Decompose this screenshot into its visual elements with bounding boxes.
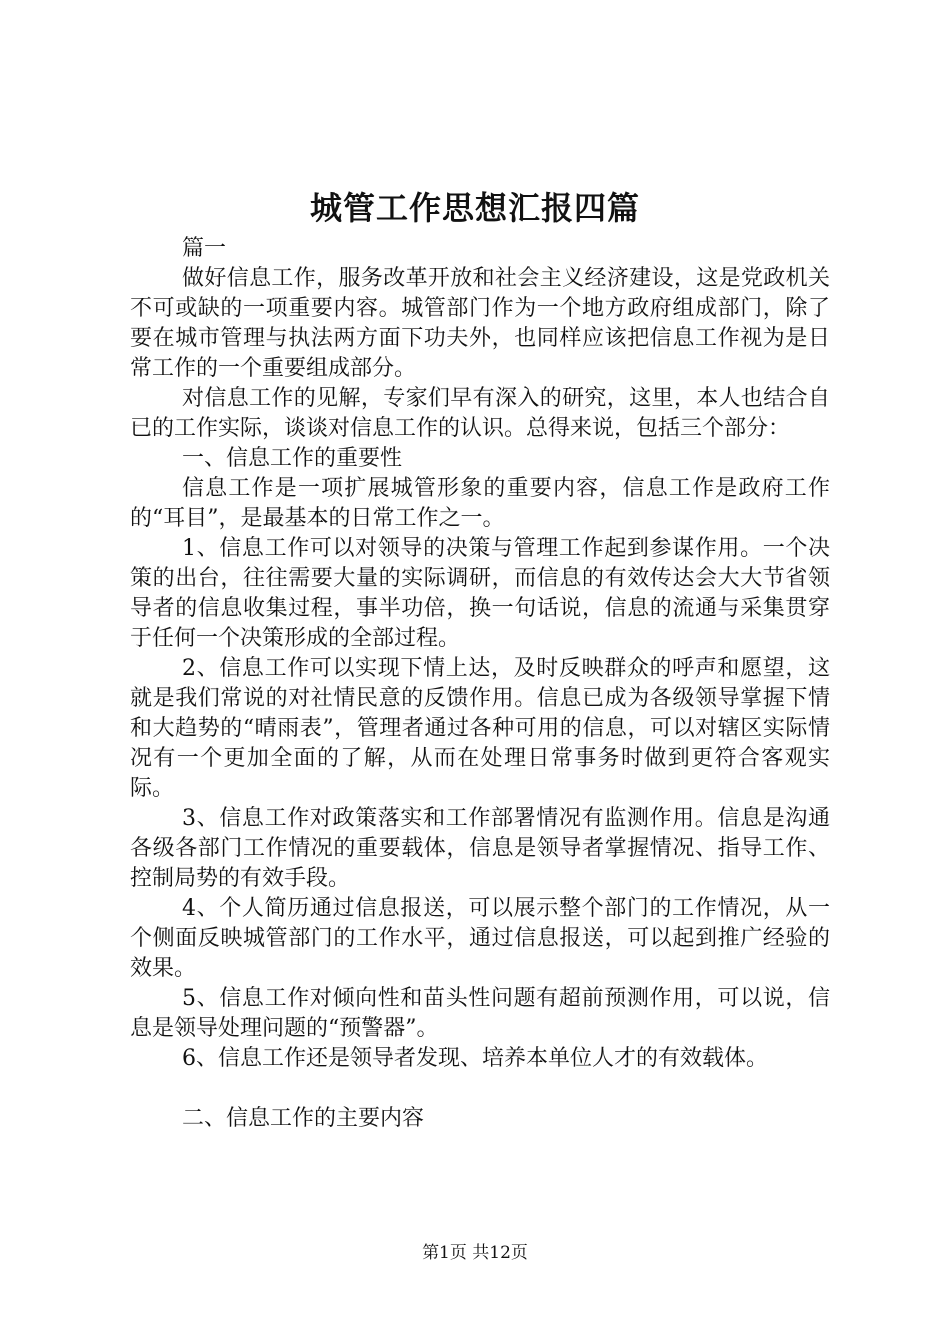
list-item: 3、信息工作对政策落实和工作部署情况有监测作用。信息是沟通各级各部门工作情况的重要载体，信息是领导者掌握情况、指导工作、控制局势的有效手段。 (130, 806, 830, 891)
list-item: 4、个人简历通过信息报送，可以展示整个部门的工作情况，从一个侧面反映城管部门的工作水平，通过信息报送，可以起到推广经验的效果。 (130, 896, 830, 981)
page-footer: 第1页 共12页 (422, 1243, 528, 1263)
paragraph: 做好信息工作，服务改革开放和社会主义经济建设，这是党政机关不可或缺的一项重要内容。城管部门作为一个地方政府组成部门，除了要在城市管理与执法两方面下功夫外，也同样应该把信息工作视为是日常工作的一个重要组成部分。 (130, 266, 830, 381)
paragraph: 信息工作是一项扩展城管形象的重要内容，信息工作是政府工作的“耳目”，是最基本的日常工作之一。 (130, 476, 830, 531)
document-body (130, 234, 830, 1134)
section-label: 篇一 (182, 236, 227, 261)
list-item: 1、信息工作可以对领导的决策与管理工作起到参谋作用。一个决策的出台，往往需要大量的实际调研，而信息的有效传达会大大节省领导者的信息收集过程，事半功倍，换一句话说，信息的流通与采集贯穿于任何一个决策形成的全部过程。 (130, 536, 830, 651)
list-item: 5、信息工作对倾向性和苗头性问题有超前预测作用，可以说，信息是领导处理问题的“预警器”。 (130, 986, 830, 1041)
document-title: 城管工作思想汇报四篇 (309, 189, 640, 227)
list-item: 2、信息工作可以实现下情上达，及时反映群众的呼声和愿望，这就是我们常说的对社情民意的反馈作用。信息已成为各级领导掌握下情和大趋势的“晴雨表”，管理者通过各种可用的信息，可以对辖区实际情况有一个更加全面的了解，从而在处理日常事务时做到更符合客观实际。 (130, 656, 830, 801)
list-item: 6、信息工作还是领导者发现、培养本单位人才的有效载体。 (182, 1046, 768, 1071)
section-heading: 二、信息工作的主要内容 (182, 1106, 425, 1131)
section-heading: 一、信息工作的重要性 (182, 446, 403, 471)
paragraph: 对信息工作的见解，专家们早有深入的研究，这里，本人也结合自已的工作实际，谈谈对信息工作的认识。总得来说，包括三个部分： (130, 386, 830, 441)
